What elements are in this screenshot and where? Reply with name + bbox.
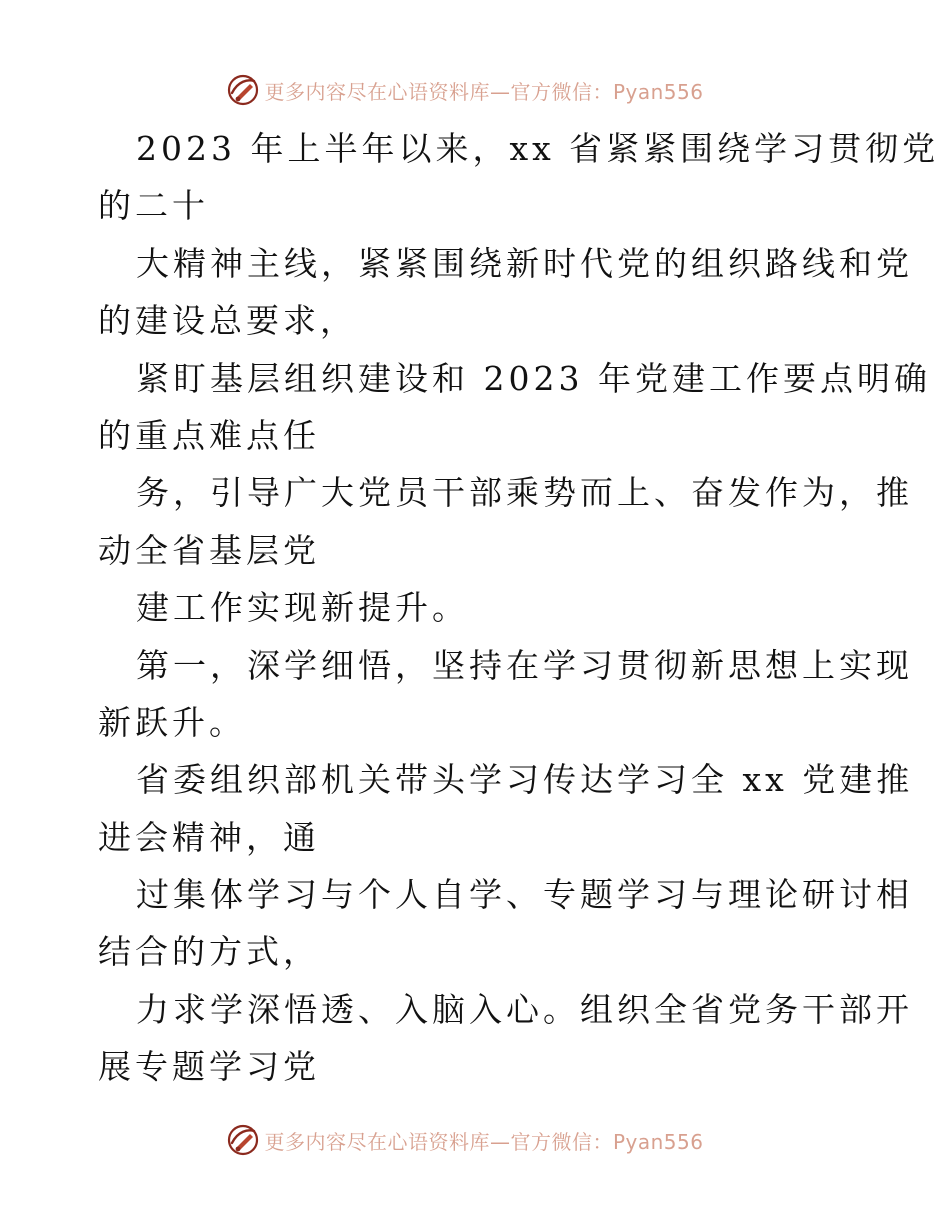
text-line: 紧盯基层组织建设和 2023 年党建工作要点明确 <box>136 358 931 398</box>
text-line: 2023 年上半年以来，xx 省紧紧围绕学习贯彻党 <box>136 129 940 168</box>
text-line: 的建设总要求， <box>98 301 357 341</box>
pen-nib-circle-icon <box>226 73 260 107</box>
watermark-text: 更多内容尽在心语资料库—官方微信：Pyan556 <box>264 1129 704 1154</box>
text-line: 第一，深学细悟，坚持在学习贯彻新思想上实现 <box>136 645 913 685</box>
text-line: 建工作实现新提升。 <box>136 588 469 628</box>
text-line: 展专题学习党 <box>98 1047 320 1087</box>
watermark-group <box>226 73 703 107</box>
text-line: 进会精神，通 <box>98 817 320 857</box>
text-line: 省委组织部机关带头学习传达学习全 xx 党建推 <box>136 760 914 800</box>
watermark-text: 更多内容尽在心语资料库—官方微信：Pyan556 <box>264 79 704 104</box>
text-line: 的二十 <box>98 186 209 226</box>
watermark-group <box>226 1123 703 1157</box>
text-line: 务，引导广大党员干部乘势而上、奋发作为，推 <box>136 473 913 513</box>
text-line: 过集体学习与个人自学、专题学习与理论研讨相 <box>136 875 913 915</box>
watermark-footer <box>0 1120 950 1160</box>
document-body <box>98 120 940 1096</box>
text-line: 新跃升。 <box>98 702 246 742</box>
text-line: 大精神主线，紧紧围绕新时代党的组织路线和党 <box>136 243 913 283</box>
pen-nib-circle-icon <box>226 1123 260 1157</box>
text-line: 力求学深悟透、入脑入心。组织全省党务干部开 <box>136 989 913 1029</box>
watermark-header <box>0 70 950 110</box>
text-line: 动全省基层党 <box>98 530 320 570</box>
text-line: 结合的方式， <box>98 932 320 972</box>
text-line: 的重点难点任 <box>98 415 320 455</box>
